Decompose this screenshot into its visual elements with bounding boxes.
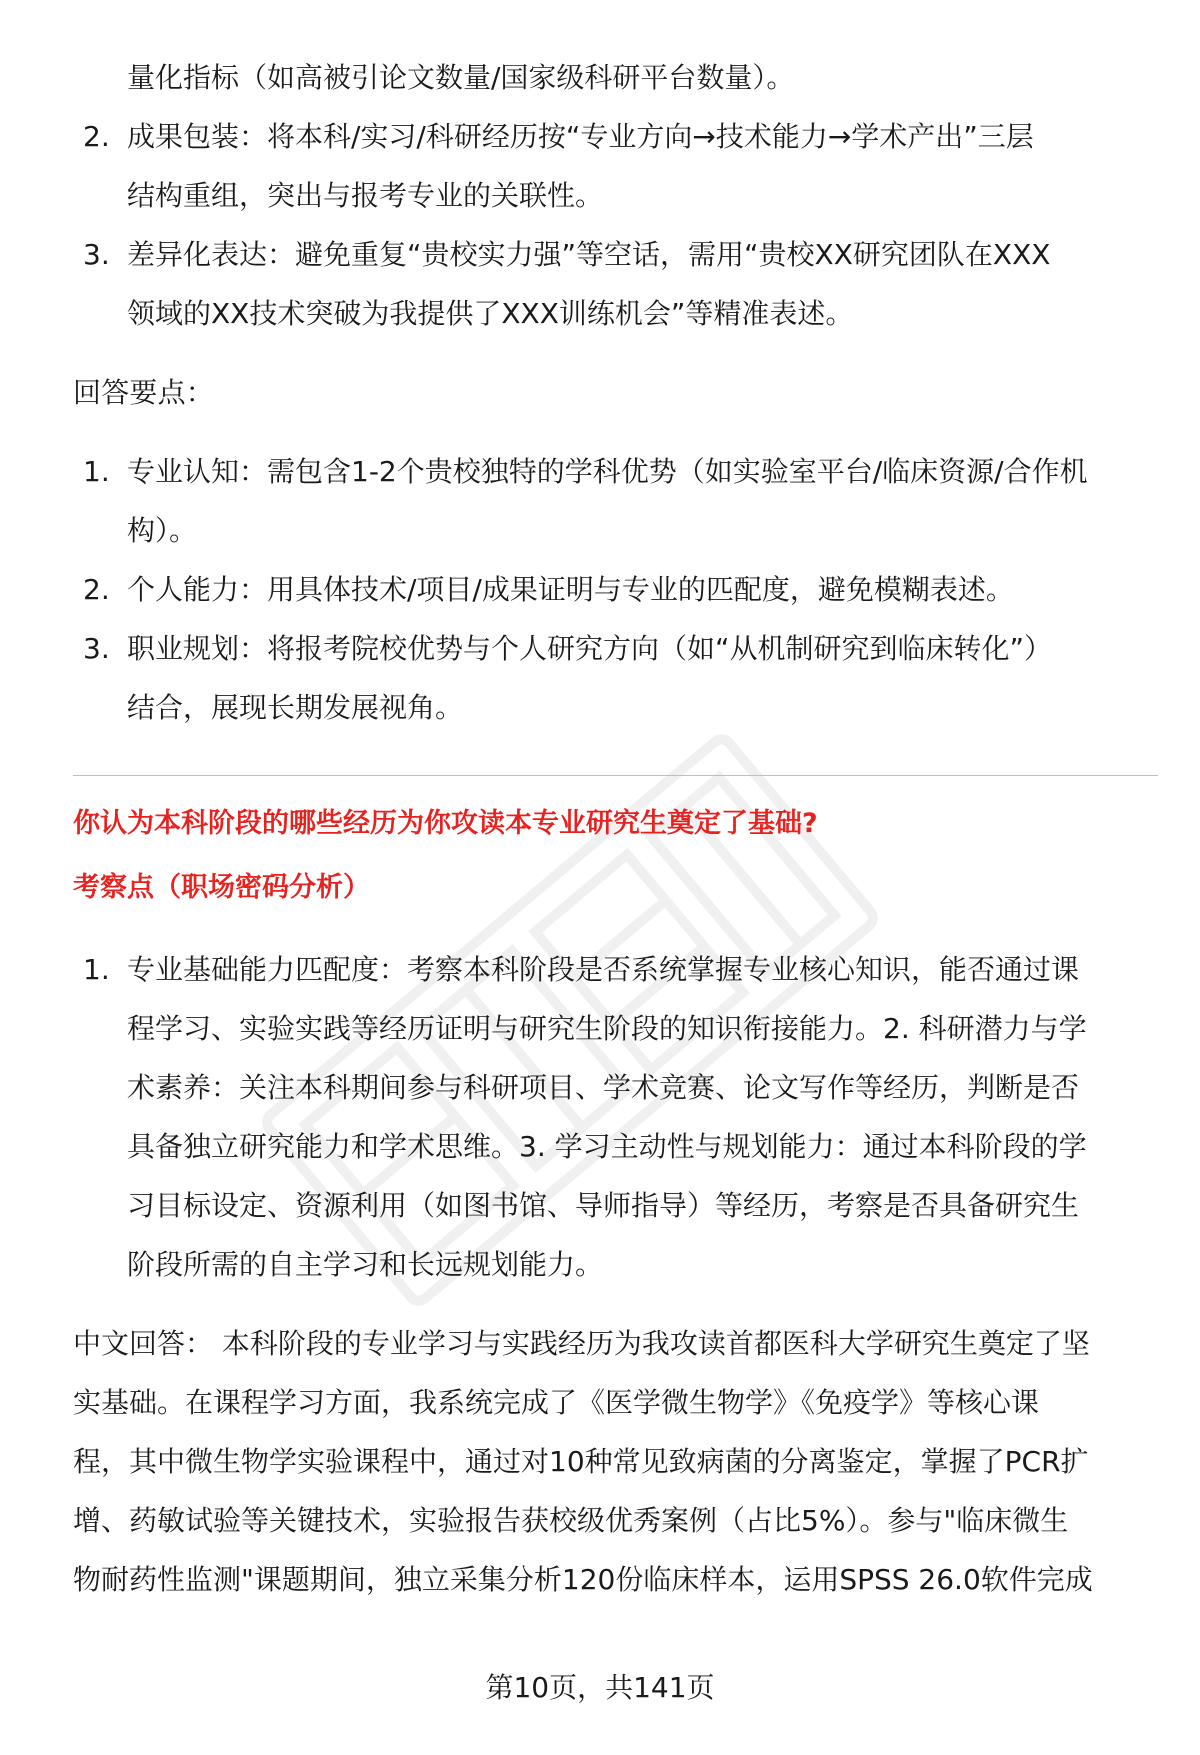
- answer-points-title: 回答要点：: [73, 376, 215, 409]
- list-number: 2.: [83, 120, 110, 153]
- list-number: 3.: [83, 632, 110, 665]
- inspection-heading: 考察点（职场密码分析）: [73, 872, 370, 903]
- inspection-list: [73, 940, 1158, 1294]
- page-footer: 第10页，共141页: [485, 1671, 715, 1704]
- list-item-line: 个人能力：用具体技术/项目/成果证明与专业的匹配度，避免模糊表述。: [127, 573, 1014, 606]
- list-item-continuation: 量化指标（如高被引论文数量/国家级科研平台数量）。: [127, 61, 795, 94]
- list-item: [73, 560, 1158, 619]
- list-number: 2.: [83, 573, 110, 606]
- chinese-answer-paragraph: [73, 1314, 1158, 1609]
- list-item-line: 具备独立研究能力和学术思维。3. 学习主动性与规划能力：通过本科阶段的学: [127, 1130, 1087, 1163]
- content-area: [73, 48, 1158, 1609]
- paragraph-line: 程，其中微生物学实验课程中，通过对10种常见致病菌的分离鉴定，掌握了PCR扩: [73, 1445, 1089, 1478]
- list-item-line: 专业认知：需包含1-2个贵校独特的学科优势（如实验室平台/临床资源/合作机: [127, 455, 1088, 488]
- list-item-line: 术素养：关注本科期间参与科研项目、学术竞赛、论文写作等经历，判断是否: [127, 1071, 1080, 1104]
- list-item-line: 领域的XX技术突破为我提供了XXX训练机会”等精准表述。: [127, 297, 854, 330]
- list-item-line: 习目标设定、资源利用（如图书馆、导师指导）等经历，考察是否具备研究生: [127, 1189, 1080, 1222]
- list-item-line: 阶段所需的自主学习和长远规划能力。: [127, 1248, 604, 1281]
- question-heading: 你认为本科阶段的哪些经历为你攻读本专业研究生奠定了基础?: [73, 808, 818, 839]
- list-item-line: 差异化表达：避免重复“贵校实力强”等空话，需用“贵校XX研究团队在XXX: [127, 238, 1051, 271]
- list-item-line: 程学习、实验实践等经历证明与研究生阶段的知识衔接能力。2. 科研潜力与学: [127, 1012, 1087, 1045]
- list-item: [73, 107, 1158, 225]
- paragraph-line: 实基础。在课程学习方面，我系统完成了《医学微生物学》《免疫学》等核心课: [73, 1386, 1040, 1419]
- paragraph-line: 中文回答： 本科阶段的专业学习与实践经历为我攻读首都医科大学研究生奠定了坚: [73, 1327, 1090, 1360]
- list-item: [73, 619, 1158, 737]
- paragraph-line: 增、药敏试验等关键技术，实验报告获校级优秀案例（占比5%）。参与"临床微生: [73, 1504, 1069, 1537]
- top-list: [73, 107, 1158, 343]
- list-item: [73, 442, 1158, 560]
- list-item: [73, 940, 1158, 1294]
- list-item-line: 结合，展现长期发展视角。: [127, 691, 464, 724]
- answer-points-list: [73, 442, 1158, 737]
- list-item-line: 专业基础能力匹配度：考察本科阶段是否系统掌握专业核心知识，能否通过课: [127, 953, 1080, 986]
- list-number: 3.: [83, 238, 110, 271]
- list-item-line: 结构重组，突出与报考专业的关联性。: [127, 179, 604, 212]
- section-divider: [73, 775, 1158, 776]
- paragraph-line: 物耐药性监测"课题期间，独立采集分析120份临床样本，运用SPSS 26.0软件完成: [73, 1563, 1093, 1596]
- list-number: 1.: [83, 953, 110, 986]
- list-item-line: 构）。: [127, 514, 198, 547]
- list-item: [73, 225, 1158, 343]
- list-number: 1.: [83, 455, 110, 488]
- list-item-line: 成果包装：将本科/实习/科研经历按“专业方向→技术能力→学术产出”三层: [127, 120, 1034, 153]
- list-item-line: 职业规划：将报考院校优势与个人研究方向（如“从机制研究到临床转化”）: [127, 632, 1053, 665]
